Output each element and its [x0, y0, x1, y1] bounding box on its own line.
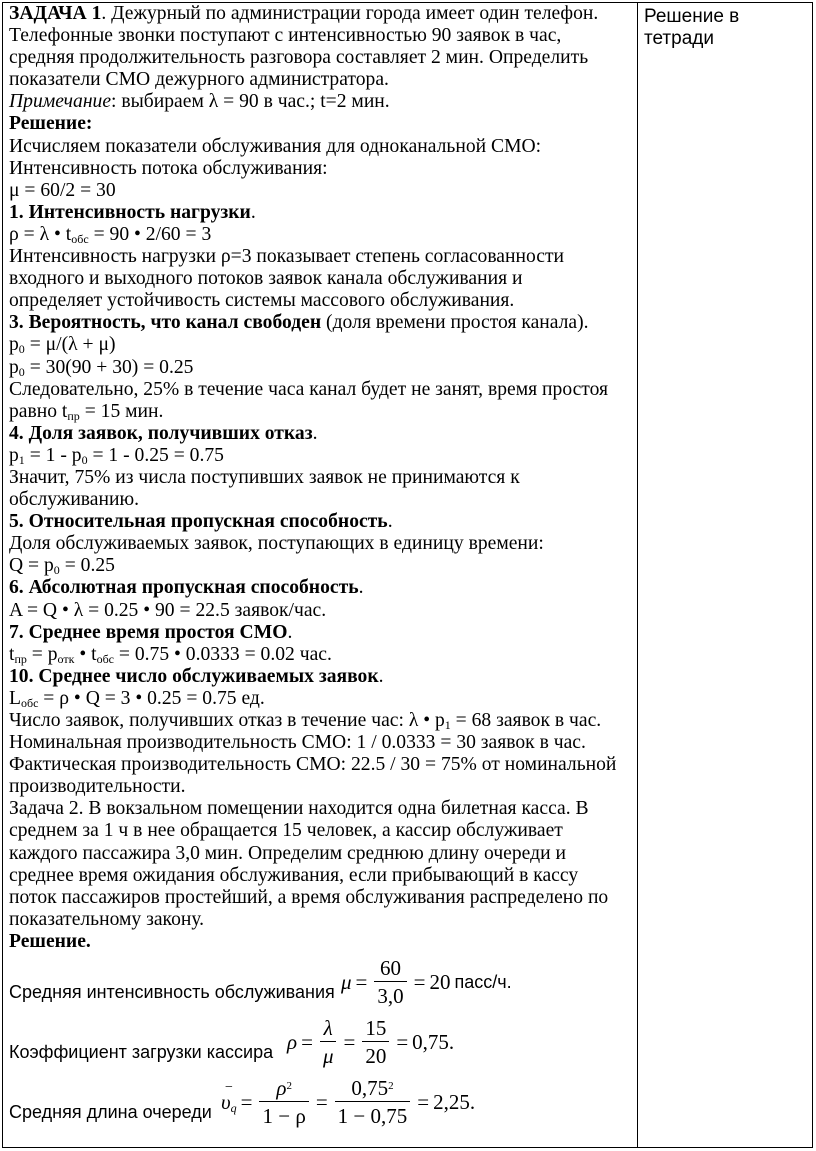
- note-label: Примечание: [9, 91, 112, 113]
- solution-cell: [3, 3, 638, 1148]
- formula-3-fraction-2: $\frac{0,75^2}{1 - 0,75}$: [335, 1075, 411, 1130]
- formula-queue-length: [9, 1075, 637, 1135]
- task2-line-2: среднем за 1 ч в нее обращается 15 человек, а кассир обслуживает: [9, 820, 563, 842]
- section-4-text-2: обслуживанию.: [9, 489, 139, 511]
- section-7-formula: $t_{пр} = p_{отк}$ • $t_{обс} = 0.75$ • 0.0333 = 0.02 час.: [9, 643, 332, 666]
- task2-line-6: показательному закону.: [9, 908, 205, 930]
- task1-intro-line-2: Телефонные звонки поступают с интенсивностью 90 заявок в час,: [9, 25, 562, 47]
- task2-line-4: среднее время ожидания обслуживания, если прибывающий в кассу: [9, 864, 579, 886]
- document-page: [2, 2, 813, 1148]
- task1-solution-heading: Решение:: [9, 113, 93, 135]
- side-note-cell: [638, 3, 813, 1148]
- section-10-heading: 10. Среднее число обслуживаемых заявок.: [9, 665, 384, 687]
- section-10-text-3: Фактическая производительность СМО: 22.5 / 30 = 75% от номинальной: [9, 754, 617, 776]
- section-1-text-3: определяет устойчивость системы массового обслуживания.: [9, 290, 515, 312]
- section-4-text-1: Значит, 75% из числа поступивших заявок не принимаются к: [9, 466, 520, 488]
- formula-1-expression: μ = $\frac{60}{3,0}$ = 20 пасс/ч.: [341, 956, 512, 1009]
- section-3-text-2: равно $t_{пр} = 15$ мин.: [9, 400, 164, 423]
- queue-length-symbol: − $\upsilon_q$: [221, 1080, 237, 1116]
- section-1-text-1: Интенсивность нагрузки ρ=3 показывает степень согласованности: [9, 246, 565, 268]
- section-5-text: Доля обслуживаемых заявок, поступающих в единицу времени:: [9, 533, 544, 555]
- task2-line-1: Задача 2. В вокзальном помещении находится одна билетная касса. В: [9, 798, 589, 820]
- section-6-heading: 6. Абсолютная пропускная способность.: [9, 577, 364, 599]
- task1-intro-line-4: показатели СМО дежурного администратора.: [9, 69, 389, 91]
- section-10-text-1: Число заявок, получивших отказ в течение час: λ • $p_1 = 68$ заявок в час.: [9, 710, 602, 732]
- task2-line-3: каждого пассажира 3,0 мин. Определим среднюю длину очереди и: [9, 842, 566, 864]
- task1-title: ЗАДАЧА 1: [9, 3, 102, 24]
- formula-3-fraction-1: $\frac{\rho^2}{1 - \rho}$: [259, 1075, 308, 1130]
- formula-service-intensity: [9, 955, 637, 1015]
- formula-2-fraction-1: $\frac{\lambda}{\mu}$: [320, 1015, 337, 1070]
- task1-note: Примечание: выбираем λ = 90 в час.; t=2 мин.: [9, 91, 390, 113]
- section-1-formula: ρ = λ • $t_{обс} = 90$ • 2/60 = 3: [9, 223, 212, 246]
- formula-2-expression: ρ = $\frac{\lambda}{\mu}$ = $\frac{15}{20}$ = 0,75.: [287, 1016, 455, 1069]
- section-3-formula-1: $p_0 = \mu/(\lambda + \mu)$: [9, 334, 116, 357]
- side-note: Решение в тетради: [644, 6, 740, 50]
- formula-1-label: Средняя интенсивность обслуживания: [9, 981, 335, 1002]
- calc-line-1: Исчисляем показатели обслуживания для одноканальной СМО:: [9, 135, 542, 157]
- section-3-formula-2: $p_0 = 30(90 + 30) = 0.25$: [9, 356, 194, 379]
- formula-3-expression: − $\upsilon_q$ = $\frac{\rho^2}{1 - \rho}$ = $\frac{0,75^2}{1 - 0,75}$ = 2,25.: [221, 1076, 476, 1129]
- formula-2-fraction-2: $\frac{15}{20}$: [362, 1015, 389, 1070]
- section-5-formula: $Q = p_0 = 0.25$: [9, 555, 115, 578]
- task1-intro-line-1: ЗАДАЧА 1. Дежурный по администрации города имеет один телефон.: [9, 3, 599, 24]
- section-10-text-4: производительности.: [9, 776, 186, 798]
- section-4-formula: $p_1 = 1 - p_0 = 1 - 0.25 = 0.75$: [9, 444, 224, 467]
- section-7-heading: 7. Среднее время простоя СМО.: [9, 621, 293, 643]
- formula-load-factor: [9, 1015, 637, 1075]
- document-table: [2, 2, 813, 1148]
- formula-3-label: Средняя длина очереди: [9, 1101, 212, 1122]
- section-6-formula: A = Q • λ = 0.25 • 90 = 22.5 заявок/час.: [9, 599, 327, 621]
- task2-line-5: поток пассажиров простейший, а время обслуживания распределено по: [9, 886, 609, 908]
- formula-2-label: Коэффициент загрузки кассира: [9, 1041, 274, 1062]
- task1-intro-line-3: средняя продолжительность разговора составляет 2 мин. Определить: [9, 47, 589, 69]
- calc-line-2: Интенсивность потока обслуживания:: [9, 157, 328, 179]
- section-3-text-1: Следовательно, 25% в течение часа канал будет не занят, время простоя: [9, 378, 609, 400]
- section-10-formula: $L_{обс} = \rho$ • Q = 3 • 0.25 = 0.75 ед.: [9, 687, 265, 710]
- section-3-heading: 3. Вероятность, что канал свободен (доля времени простоя канала).: [9, 312, 589, 334]
- calc-line-3: μ = 60/2 = 30: [9, 179, 116, 201]
- section-10-text-2: Номинальная производительность СМО: 1 / 0.0333 = 30 заявок в час.: [9, 732, 586, 754]
- section-5-heading: 5. Относительная пропускная способность.: [9, 511, 393, 533]
- section-1-text-2: входного и выходного потоков заявок канала обслуживания и: [9, 268, 523, 290]
- task2-solution-heading: Решение.: [9, 930, 91, 952]
- table-row: [3, 3, 813, 1148]
- section-4-heading: 4. Доля заявок, получивших отказ.: [9, 422, 318, 444]
- formula-1-fraction: $\frac{60}{3,0}$: [374, 955, 406, 1010]
- section-1-heading: 1. Интенсивность нагрузки.: [9, 201, 256, 223]
